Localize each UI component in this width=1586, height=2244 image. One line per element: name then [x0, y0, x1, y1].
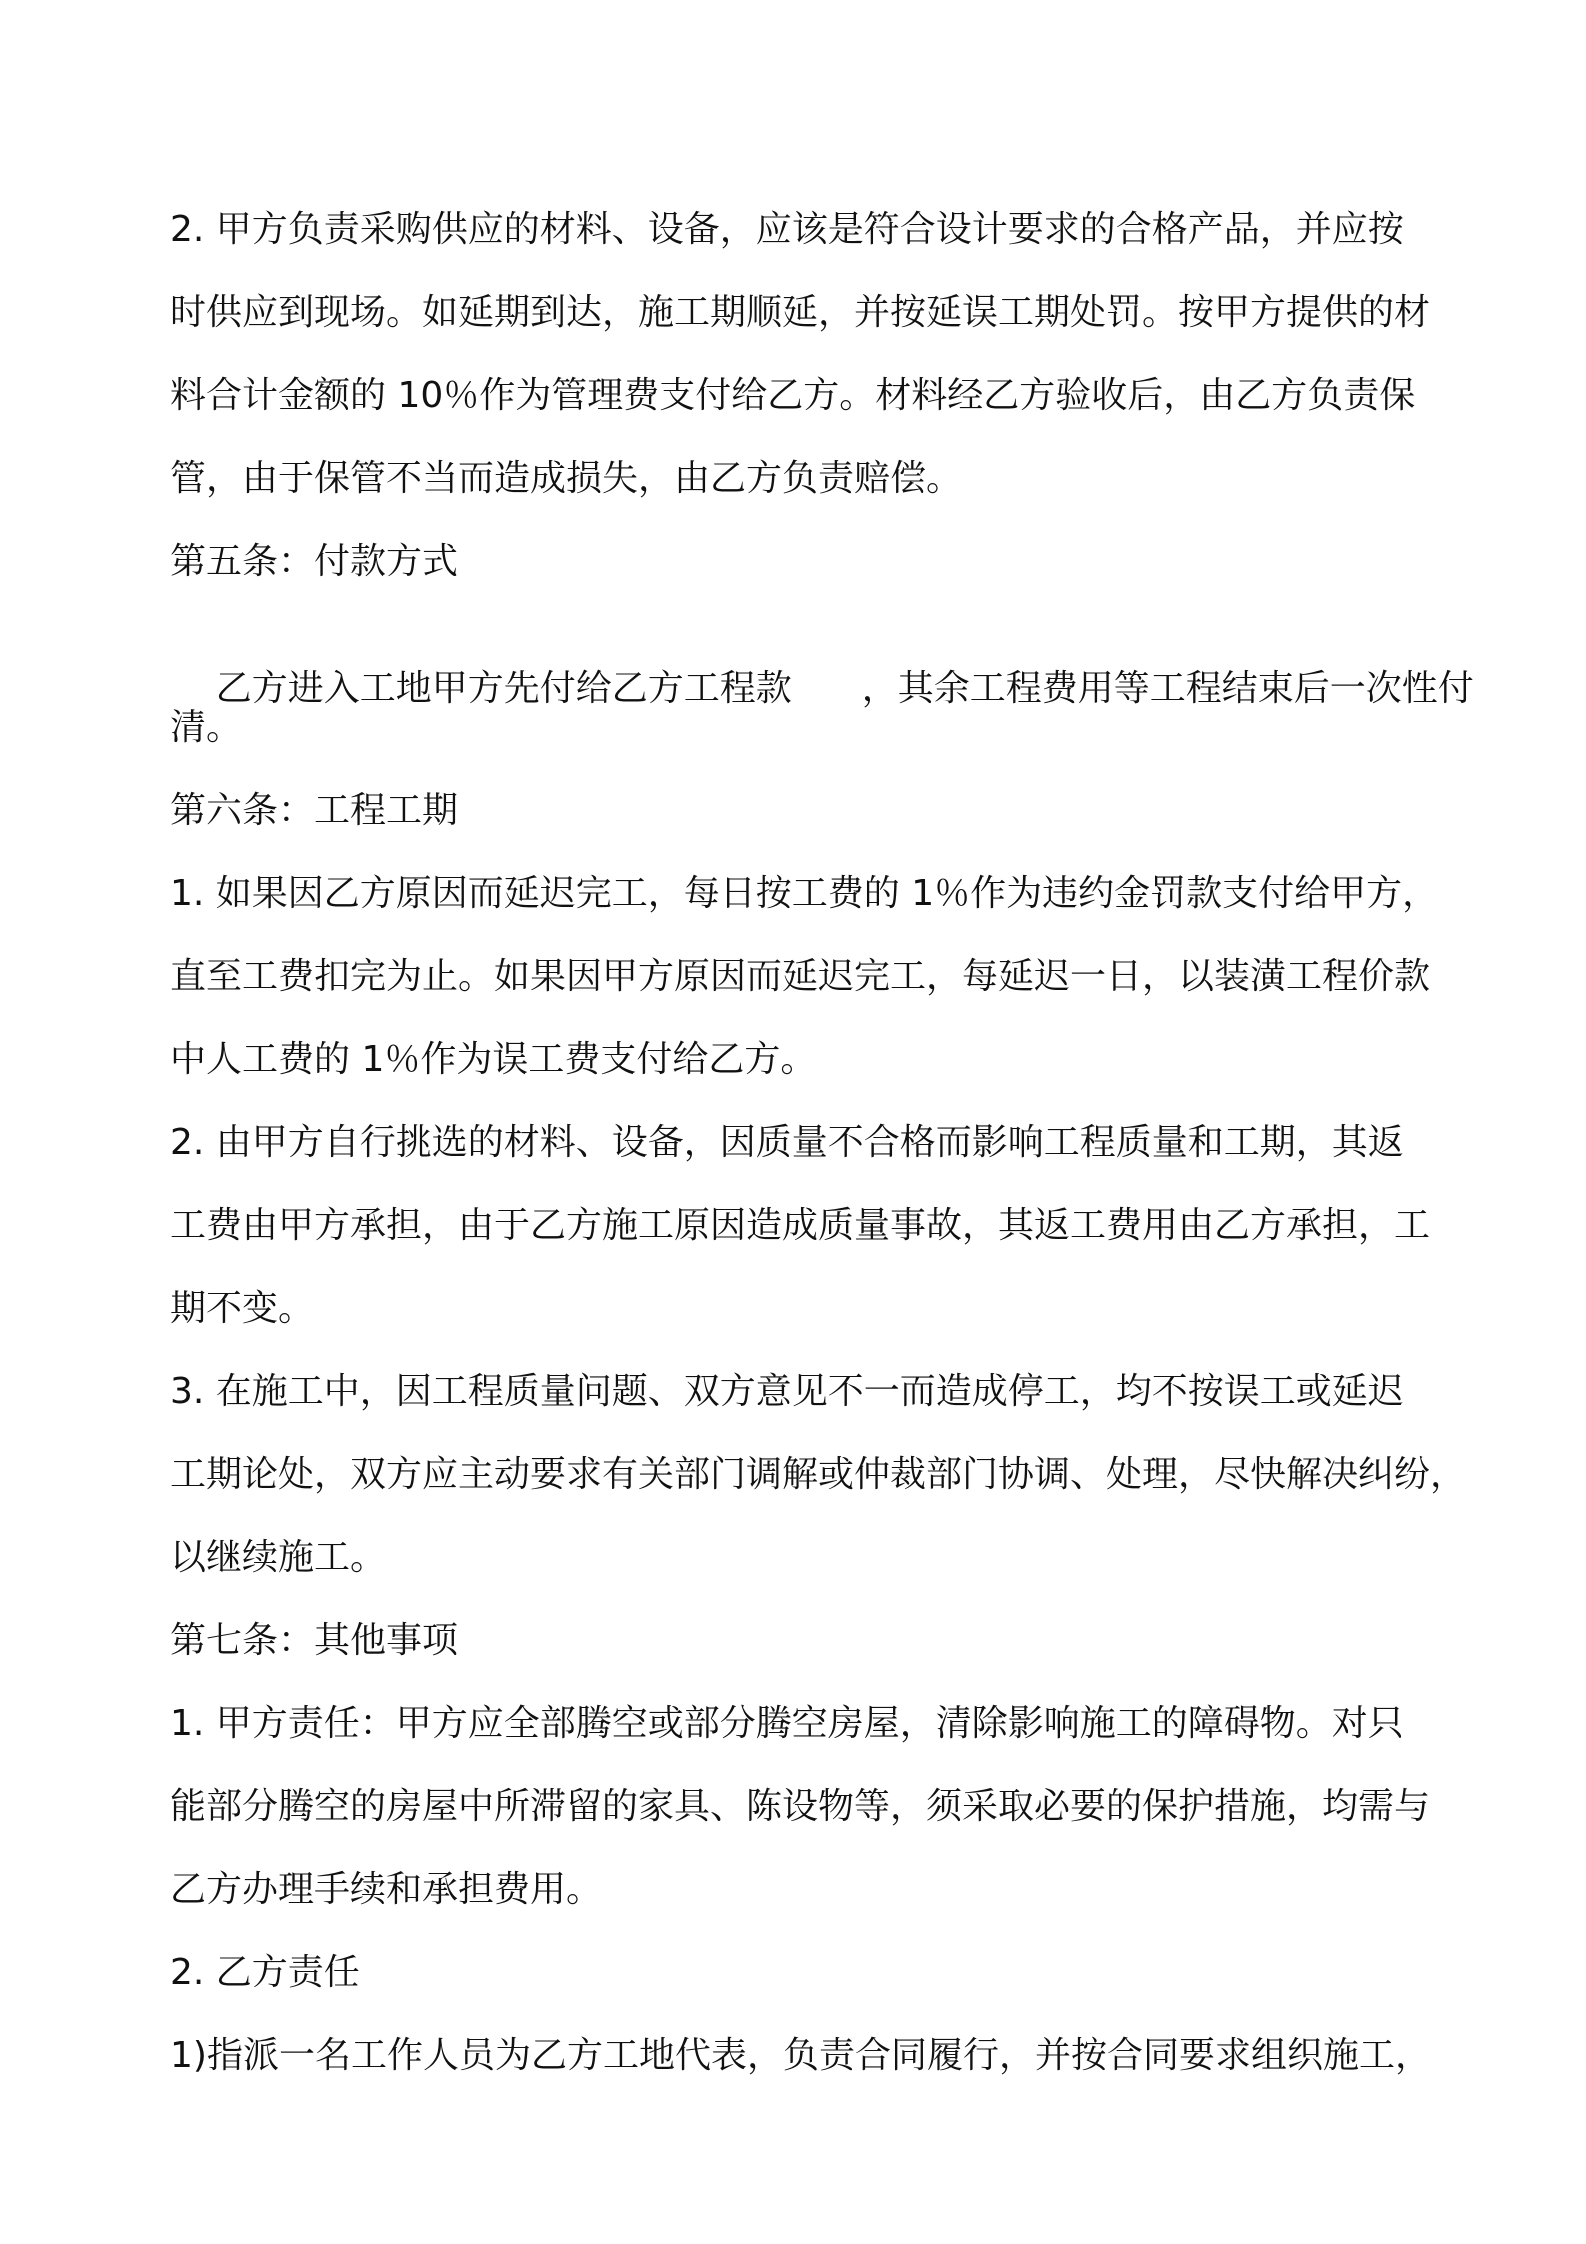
text-line: 期不变。: [170, 1288, 315, 1329]
text-line: 乙方办理手续和承担费用。: [170, 1869, 603, 1910]
text-line: 1. 如果因乙方原因而延迟完工，每日按工费的 1％作为违约金罚款支付给甲方，: [170, 873, 1439, 914]
text-line: 1)指派一名工作人员为乙方工地代表，负责合同履行，并按合同要求组织施工，: [170, 2035, 1431, 2076]
text-line: 工期论处，双方应主动要求有关部门调解或仲裁部门协调、处理，尽快解决纠纷，: [170, 1454, 1467, 1495]
text-line: 3. 在施工中，因工程质量问题、双方意见不一而造成停工，均不按误工或延迟: [170, 1371, 1404, 1412]
text-line: 工费由甲方承担，由于乙方施工原因造成质量事故，其返工费用由乙方承担，工: [170, 1205, 1431, 1246]
text-line: 时供应到现场。如延期到达，施工期顺延，并按延误工期处罚。按甲方提供的材: [170, 292, 1431, 333]
section-heading: 第七条：其他事项: [170, 1620, 459, 1661]
text-line: 直至工费扣完为止。如果因甲方原因而延迟完工，每延迟一日，以装潢工程价款: [170, 956, 1431, 997]
text-line: 料合计金额的 10％作为管理费支付给乙方。材料经乙方验收后，由乙方负责保: [170, 375, 1416, 416]
text-line: 2. 由甲方自行挑选的材料、设备，因质量不合格而影响工程质量和工期，其返: [170, 1122, 1404, 1163]
text-line: 1. 甲方责任：甲方应全部腾空或部分腾空房屋，清除影响施工的障碍物。对只: [170, 1703, 1404, 1744]
text-line: [170, 623, 1474, 755]
text-line: 管，由于保管不当而造成损失，由乙方负责赔偿。: [170, 458, 963, 499]
text-line: 以继续施工。: [170, 1537, 387, 1578]
section-heading: 第五条：付款方式: [170, 541, 459, 582]
text-line: 能部分腾空的房屋中所滞留的家具、陈设物等，须采取必要的保护措施，均需与: [170, 1786, 1431, 1827]
text-line: 清。: [170, 707, 243, 748]
text-line: 中人工费的 1％作为误工费支付给乙方。: [170, 1039, 817, 1080]
text-line: 2. 乙方责任: [170, 1952, 360, 1993]
text-segment: ，其余工程费用等工程结束后一次性付: [861, 668, 1474, 709]
text-segment: 乙方进入工地甲方先付给乙方工程款: [215, 668, 792, 709]
section-heading: 第六条：工程工期: [170, 790, 459, 831]
text-line: 2. 甲方负责采购供应的材料、设备，应该是符合设计要求的合格产品，并应按: [170, 209, 1404, 250]
